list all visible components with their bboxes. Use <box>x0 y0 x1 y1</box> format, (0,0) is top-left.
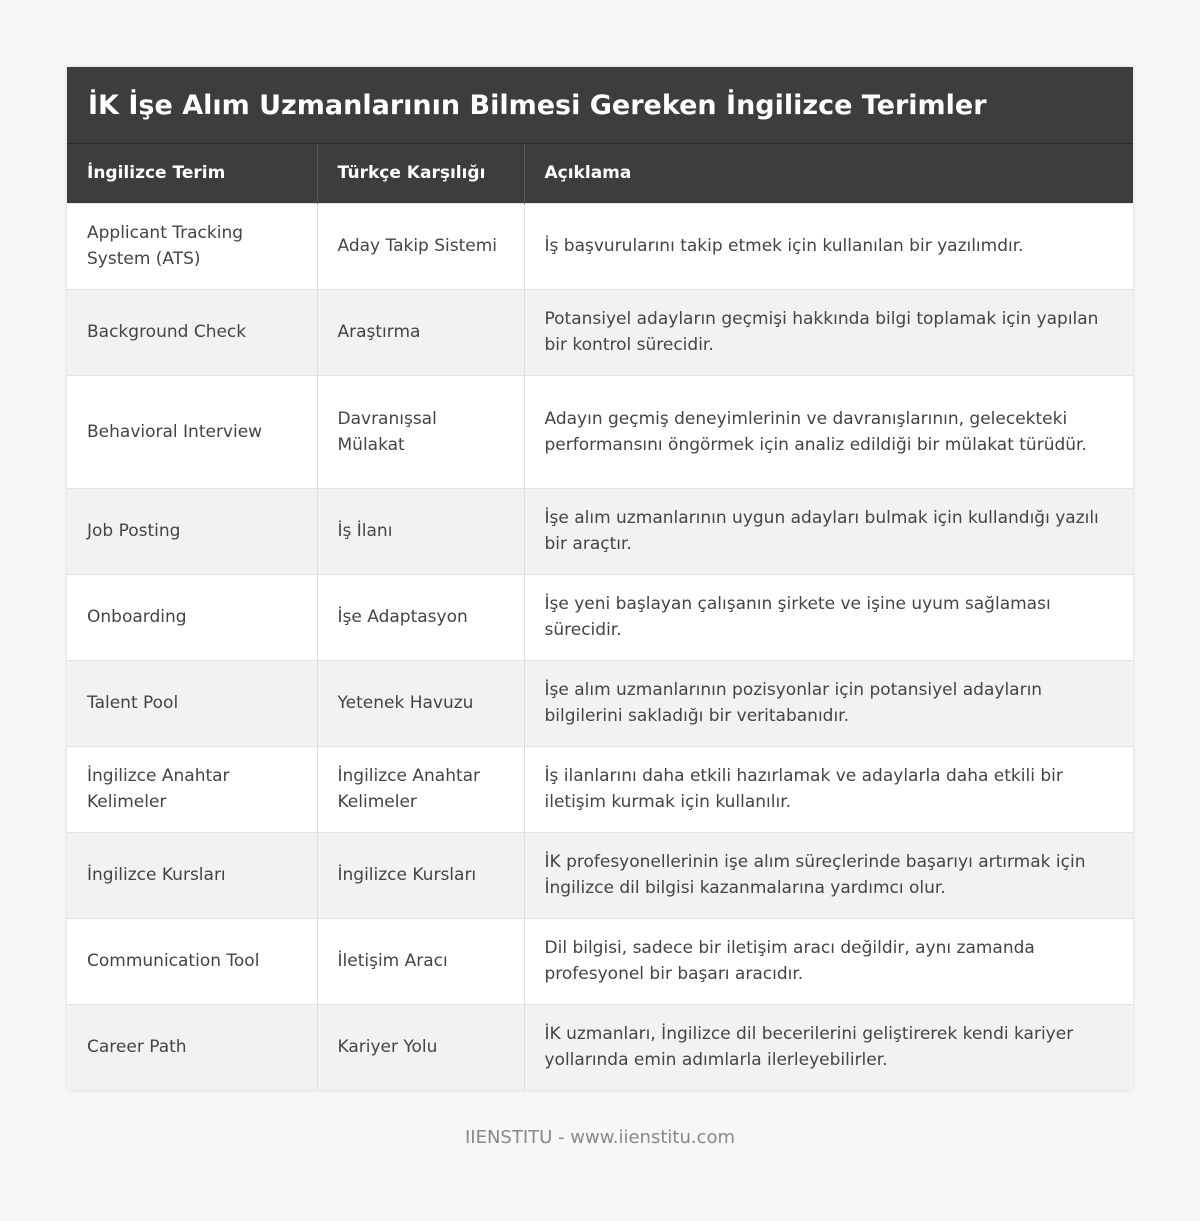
cell-description: İK uzmanları, İngilizce dil becerilerini geliştirerek kendi kariyer yollarında emin adımlarla ilerleyebilirler. <box>524 1004 1133 1090</box>
cell-turkish-equivalent: Yetenek Havuzu <box>317 660 524 746</box>
table-row <box>67 375 1133 488</box>
cell-english-term: Communication Tool <box>67 918 317 1004</box>
cell-english-term: İngilizce Kursları <box>67 832 317 918</box>
table-row <box>67 574 1133 660</box>
cell-english-term: Onboarding <box>67 574 317 660</box>
cell-turkish-equivalent: İşe Adaptasyon <box>317 574 524 660</box>
table-row <box>67 203 1133 289</box>
cell-description: İşe alım uzmanlarının pozisyonlar için potansiyel adayların bilgilerini sakladığı bir veritabanıdır. <box>524 660 1133 746</box>
cell-english-term: Behavioral Interview <box>67 375 317 488</box>
cell-turkish-equivalent: Aday Takip Sistemi <box>317 203 524 289</box>
footer-credit: IIENSTITU - www.iienstitu.com <box>464 1127 736 1148</box>
table-row <box>67 289 1133 375</box>
cell-english-term: Applicant Tracking System (ATS) <box>67 203 317 289</box>
cell-turkish-equivalent: Kariyer Yolu <box>317 1004 524 1090</box>
table-header-row <box>67 144 1133 203</box>
cell-turkish-equivalent: Araştırma <box>317 289 524 375</box>
terms-card <box>67 67 1133 1090</box>
cell-turkish-equivalent: İş İlanı <box>317 488 524 574</box>
cell-english-term: İngilizce Anahtar Kelimeler <box>67 746 317 832</box>
cell-description: Potansiyel adayların geçmişi hakkında bilgi toplamak için yapılan bir kontrol sürecidir. <box>524 289 1133 375</box>
header-english-term: İngilizce Terim <box>67 144 317 203</box>
table-row <box>67 660 1133 746</box>
header-description: Açıklama <box>524 144 1133 203</box>
page-title: İK İşe Alım Uzmanlarının Bilmesi Gereken İngilizce Terimler <box>67 67 1133 144</box>
cell-english-term: Job Posting <box>67 488 317 574</box>
cell-description: İşe alım uzmanlarının uygun adayları bulmak için kullandığı yazılı bir araçtır. <box>524 488 1133 574</box>
table-row <box>67 918 1133 1004</box>
cell-turkish-equivalent: İngilizce Anahtar Kelimeler <box>317 746 524 832</box>
cell-english-term: Background Check <box>67 289 317 375</box>
cell-description: Adayın geçmiş deneyimlerinin ve davranışlarının, gelecekteki performansını öngörmek için analiz edildiği bir mülakat türüdür. <box>524 375 1133 488</box>
terms-table <box>67 144 1133 1090</box>
table-row <box>67 832 1133 918</box>
cell-turkish-equivalent: İletişim Aracı <box>317 918 524 1004</box>
cell-description: İşe yeni başlayan çalışanın şirkete ve işine uyum sağlaması sürecidir. <box>524 574 1133 660</box>
cell-turkish-equivalent: Davranışsal Mülakat <box>317 375 524 488</box>
header-turkish-equivalent: Türkçe Karşılığı <box>317 144 524 203</box>
cell-description: İK profesyonellerinin işe alım süreçlerinde başarıyı artırmak için İngilizce dil bilgisi kazanmalarına yardımcı olur. <box>524 832 1133 918</box>
cell-description: İş başvurularını takip etmek için kullanılan bir yazılımdır. <box>524 203 1133 289</box>
table-row <box>67 488 1133 574</box>
cell-english-term: Career Path <box>67 1004 317 1090</box>
table-row <box>67 746 1133 832</box>
cell-english-term: Talent Pool <box>67 660 317 746</box>
cell-description: Dil bilgisi, sadece bir iletişim aracı değildir, aynı zamanda profesyonel bir başarı aracıdır. <box>524 918 1133 1004</box>
table-row <box>67 1004 1133 1090</box>
cell-turkish-equivalent: İngilizce Kursları <box>317 832 524 918</box>
cell-description: İş ilanlarını daha etkili hazırlamak ve adaylarla daha etkili bir iletişim kurmak için kullanılır. <box>524 746 1133 832</box>
